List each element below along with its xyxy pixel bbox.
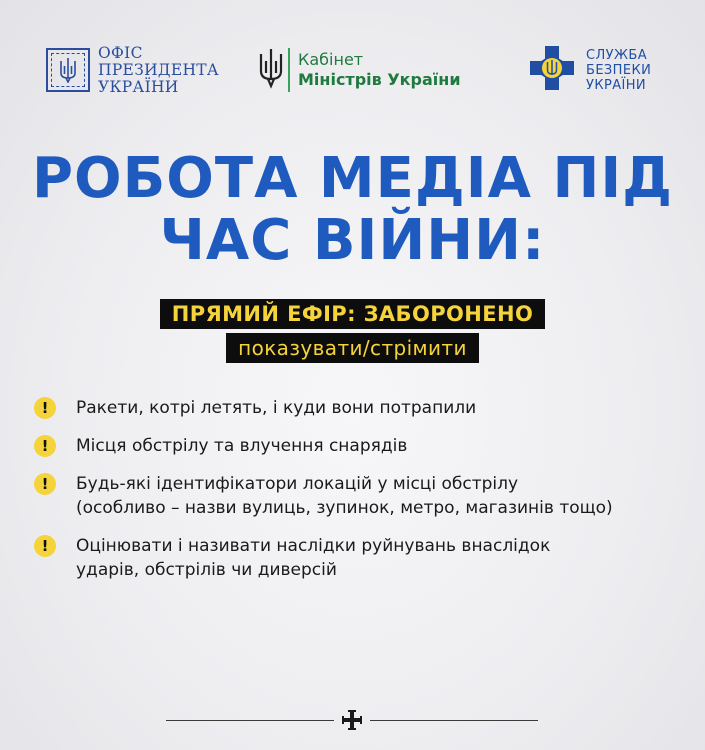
office-president-line-2: ПРЕЗИДЕНТА — [98, 60, 219, 79]
page-title — [0, 148, 705, 272]
office-president-line-3: УКРАЇНИ — [98, 77, 179, 96]
trident-icon — [46, 48, 90, 92]
exclamation-icon: ! — [34, 397, 56, 419]
highlight-text-2: показувати/стрімити — [226, 333, 479, 363]
sbu-line-2: БЕЗПЕКИ — [586, 62, 652, 78]
cabinet-line-2: Міністрів України — [298, 70, 461, 89]
exclamation-icon: ! — [34, 473, 56, 495]
office-president-line-1: ОФІС — [98, 43, 143, 62]
logo-bar — [0, 40, 705, 100]
highlight-line-1 — [0, 299, 705, 329]
title-line-2: ЧАС ВІЙНИ: — [159, 208, 546, 273]
list-item-text: Ракети, котрі летять, і куди вони потрапили — [76, 398, 477, 418]
exclamation-icon: ! — [34, 535, 56, 557]
title-line-1: РОБОТА МЕДІА ПІД — [31, 146, 674, 211]
prohibited-list — [34, 396, 684, 582]
list-item-text: Оцінювати і називати наслідки руйнувань внаслідок ударів, обстрілів чи диверсій — [76, 536, 551, 580]
cabinet-divider — [288, 48, 290, 92]
highlight-text-1: ПРЯМИЙ ЕФІР: ЗАБОРОНЕНО — [160, 299, 545, 329]
sbu-emblem-icon — [528, 44, 576, 96]
cabinet-ministers-logo — [258, 40, 461, 100]
sbu-line-3: УКРАЇНИ — [586, 77, 647, 93]
office-president-logo — [46, 40, 219, 100]
footer-line-right — [370, 720, 538, 721]
list-item — [34, 434, 684, 458]
trident-icon — [258, 47, 284, 93]
list-item — [34, 534, 684, 582]
list-item — [34, 472, 684, 520]
footer-line-left — [166, 720, 334, 721]
list-item — [34, 396, 684, 420]
list-item-text: Місця обстрілу та влучення снарядів — [76, 436, 408, 456]
sbu-line-1: СЛУЖБА — [586, 47, 647, 63]
footer-divider — [166, 708, 538, 732]
exclamation-icon: ! — [34, 435, 56, 457]
sbu-logo — [528, 40, 651, 100]
highlight-line-2 — [0, 333, 705, 363]
cross-ornament-icon — [342, 710, 362, 730]
cabinet-line-1: Кабінет — [298, 50, 364, 69]
list-item-text: Будь-які ідентифікатори локацій у місці обстрілу (особливо – назви вулиць, зупинок, метро, магазинів тощо) — [76, 474, 613, 518]
